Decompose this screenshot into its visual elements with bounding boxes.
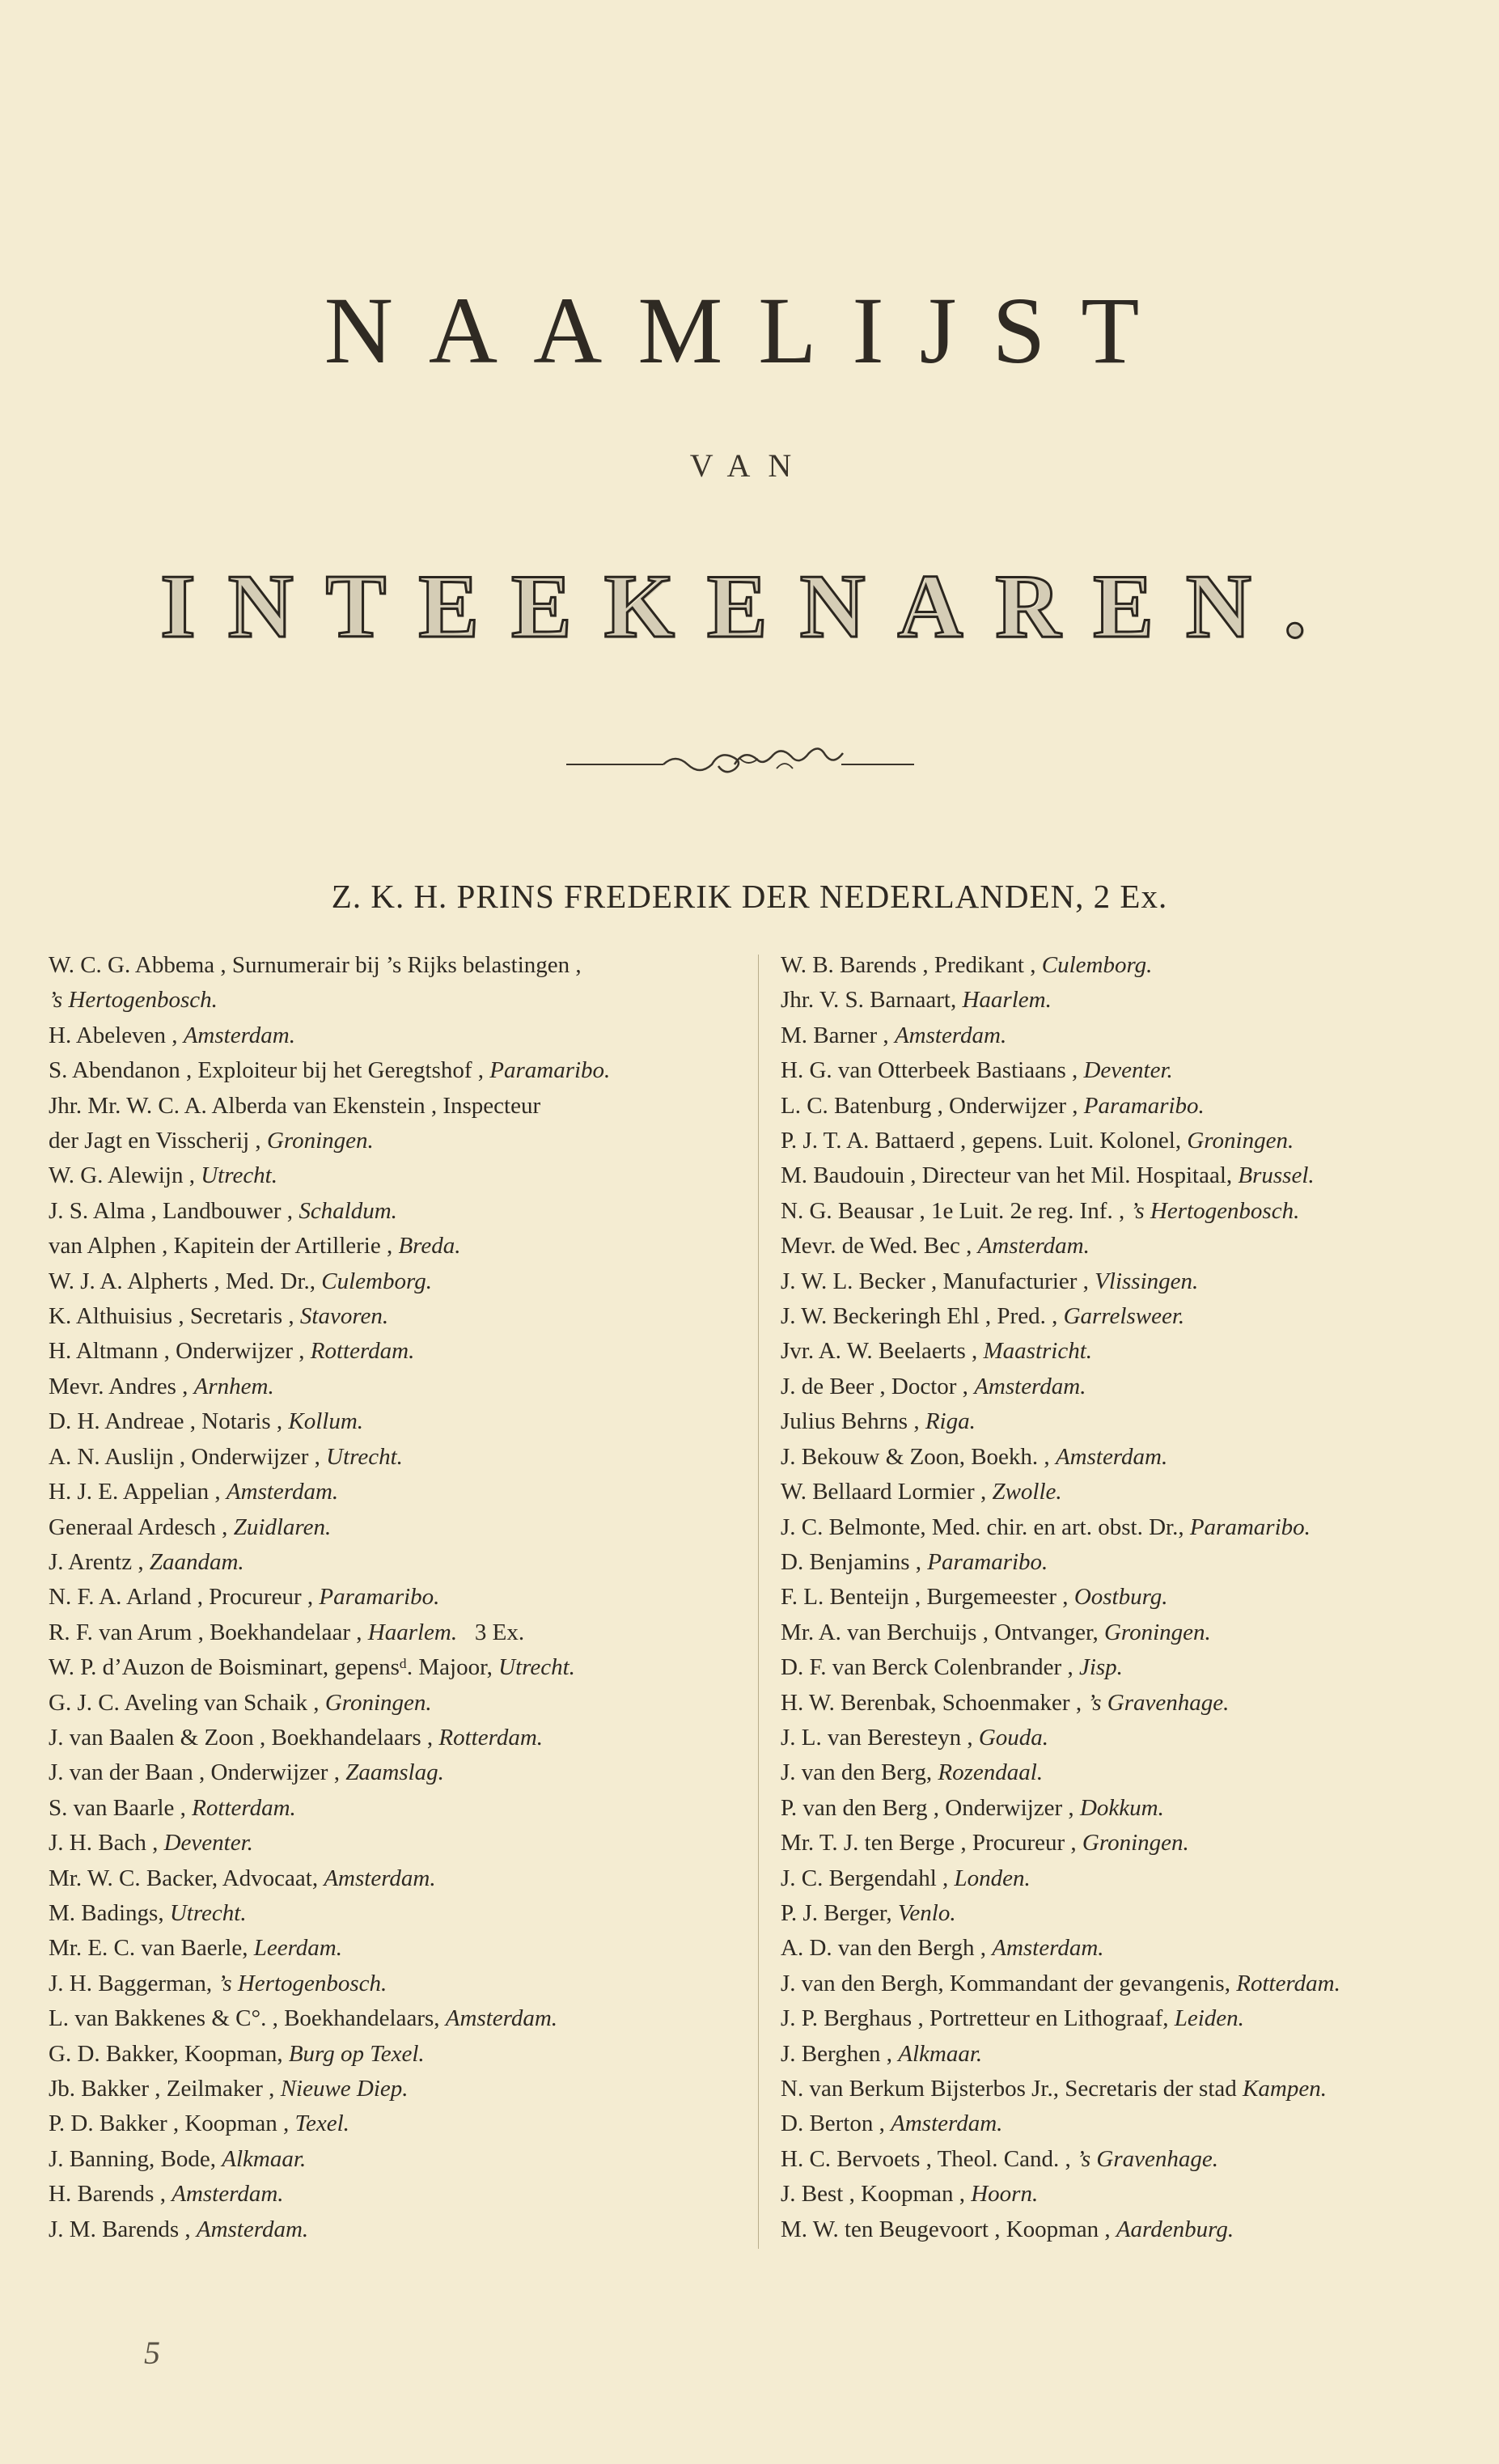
subscriber-name: J. van den Berg, [781, 1759, 938, 1786]
subscriber-entry [49, 948, 744, 983]
subscriber-name: J. W. Beckeringh Ehl , Pred. , [781, 1303, 1064, 1330]
subscriber-name: Jhr. V. S. Barnaart, [781, 987, 963, 1014]
subscriber-name: A. N. Auslijn , Onderwijzer , [49, 1443, 327, 1470]
subscriber-entry [49, 1861, 744, 1896]
subscriber-place: Kampen. [1243, 2076, 1327, 2102]
subscriber-entry [49, 1650, 744, 1685]
subscriber-entry [49, 1089, 744, 1124]
subscriber-entry [49, 2001, 744, 2036]
subscriber-entry [49, 1967, 744, 2001]
subscriber-place: Oostburg. [1073, 1584, 1168, 1611]
subscriber-entry [781, 1053, 1468, 1088]
subscriber-entry [781, 2106, 1468, 2141]
subscriber-entry [781, 1475, 1468, 1509]
subscriber-name: M. Barner , [781, 1022, 895, 1048]
subscriber-name: W. G. Alewijn , [49, 1162, 201, 1189]
subscriber-entry [781, 1229, 1468, 1264]
subscriber-place: Amsterdam. [445, 2005, 558, 2032]
subscriber-place: Gouda. [978, 1724, 1049, 1751]
subscriber-name: H. J. E. Appelian , [49, 1479, 227, 1505]
subscriber-place: Groningen. [1082, 1830, 1189, 1856]
subscriber-entry [781, 1264, 1468, 1299]
subscriber-entry [49, 2037, 744, 2072]
page-title: NAAMLIJST [324, 277, 1175, 383]
subscriber-name: G. D. Bakker, Koopman, [49, 2040, 289, 2067]
subscriber-entry [781, 2037, 1468, 2072]
subscriber-place: Groningen. [1103, 1619, 1211, 1645]
subscriber-name: D. Benjamins , [781, 1548, 928, 1575]
subscriber-name: P. J. T. A. Battaerd , gepens. Luit. Kolonel, [781, 1128, 1188, 1154]
subscriber-place: Paramaribo. [319, 1584, 440, 1611]
subscriber-entry [781, 2212, 1468, 2247]
subscriber-entry [781, 1721, 1468, 1755]
subscriber-entry [781, 1334, 1468, 1369]
subscriber-name: J. Best , Koopman , [781, 2181, 972, 2208]
subscriber-entry [781, 983, 1468, 1018]
subscriber-name: Mr. W. C. Backer, Advocaat, [49, 1865, 324, 1891]
subscriber-entry [781, 1931, 1468, 1966]
subscriber-place: Paramaribo. [1189, 1514, 1311, 1540]
subscriber-name: W. P. d’Auzon de Boisminart, gepensᵈ. Majoor, [49, 1654, 499, 1681]
subscriber-entry [49, 1580, 744, 1615]
subscriber-place: Paramaribo. [1083, 1092, 1205, 1119]
subscriber-place: Nieuwe Diep. [280, 2076, 409, 2102]
subscriber-name: D. Berton , [781, 2110, 891, 2137]
subscriber-place: ’s Hertogenbosch. [49, 987, 218, 1014]
subscriber-name: N. G. Beausar , 1e Luit. 2e reg. Inf. , [781, 1197, 1131, 1224]
subscriber-entry [781, 1299, 1468, 1334]
title-van: VAN [689, 447, 810, 484]
subscriber-entry [781, 1370, 1468, 1404]
subscriber-place: Amsterdam. [992, 1935, 1104, 1962]
subscriber-name: J. Berghen , [781, 2040, 899, 2067]
subscriber-place: Paramaribo. [489, 1057, 611, 1084]
subscriber-place: Dokkum. [1079, 1794, 1164, 1821]
subscriber-entry [49, 1124, 744, 1158]
subscriber-place: Rozendaal. [938, 1759, 1044, 1786]
subscriber-name: J. van Baalen & Zoon , Boekhandelaars , [49, 1724, 439, 1751]
subscriber-place: Vlissingen. [1095, 1268, 1199, 1294]
subscriber-place: Zuidlaren. [233, 1514, 332, 1540]
subscriber-place: Utrecht. [201, 1162, 277, 1189]
subscriber-entry [49, 1615, 744, 1650]
subscriber-name: Mr. E. C. van Baerle, [49, 1935, 254, 1962]
subscriber-name: K. Althuisius , Secretaris , [49, 1303, 300, 1330]
subscriber-place: Amsterdam. [974, 1373, 1086, 1399]
subscriber-entry [781, 2001, 1468, 2036]
subscriber-entry [49, 2177, 744, 2212]
subscriber-name: J. H. Bach , [49, 1830, 164, 1856]
subscriber-name: M. Badings, [49, 1899, 170, 1926]
subscriber-place: Venlo. [897, 1899, 956, 1926]
subtitle-inteekenaren: INTEEKENAREN. [160, 557, 1339, 657]
subscriber-name: Mevr. de Wed. Bec , [781, 1233, 978, 1260]
subscriber-place: Deventer. [1083, 1057, 1173, 1084]
subscriber-name: N. van Berkum Bijsterbos Jr., Secretaris der stad [781, 2076, 1243, 2102]
subscriber-name: J. Arentz , [49, 1548, 150, 1575]
subscriber-name: J. Banning, Bode, [49, 2145, 222, 2172]
subscriber-place: Haarlem. [367, 1619, 458, 1645]
subscriber-entry [781, 1686, 1468, 1721]
subscriber-entry [781, 2142, 1468, 2177]
subscriber-name: J. H. Baggerman, [49, 1970, 218, 1996]
subscriber-entry [49, 1018, 744, 1053]
subscriber-entry [49, 1299, 744, 1334]
subscriber-place: Rotterdam. [310, 1338, 415, 1365]
subscriber-name: Mr. T. J. ten Berge , Procureur , [781, 1830, 1082, 1856]
subscriber-entry [49, 1264, 744, 1299]
subscriber-entry [781, 1194, 1468, 1229]
subscriber-name: J. L. van Beresteyn , [781, 1724, 979, 1751]
subscriber-name: N. F. A. Arland , Procureur , [49, 1584, 320, 1611]
subscriber-name: Generaal Ardesch , [49, 1514, 234, 1540]
subscriber-entry [781, 1615, 1468, 1650]
subscriber-place: Amsterdam. [977, 1233, 1090, 1260]
subscriber-place: Schaldum. [299, 1197, 397, 1224]
subscriber-entry [49, 1334, 744, 1369]
subscriber-place: ’s Hertogenbosch. [218, 1970, 387, 1996]
subscriber-name: Mevr. Andres , [49, 1373, 194, 1399]
subscriber-entry [781, 1896, 1468, 1931]
subscriber-place: Kollum. [288, 1408, 364, 1435]
subscriber-name: J. van den Bergh, Kommandant der gevangenis, [781, 1970, 1237, 1996]
subscriber-name: P. van den Berg , Onderwijzer , [781, 1794, 1080, 1821]
subscriber-entry [49, 2106, 744, 2141]
subscriber-place: Utrecht. [169, 1899, 247, 1926]
subscriber-entry [49, 1053, 744, 1088]
subscriber-entry [49, 983, 744, 1018]
subscriber-entry [49, 1686, 744, 1721]
subscriber-name: J. van der Baan , Onderwijzer , [49, 1759, 346, 1786]
subscriber-name: M. W. ten Beugevoort , Koopman , [781, 2216, 1116, 2242]
subscriber-entry [49, 1404, 744, 1439]
subscriber-place: Hoorn. [971, 2181, 1039, 2208]
subscriber-entry [781, 2177, 1468, 2212]
subscriber-place: Alkmaar. [898, 2040, 983, 2067]
subscriber-name: S. Abendanon , Exploiteur bij het Geregtshof , [49, 1057, 490, 1084]
subscriber-entry [49, 1826, 744, 1861]
subscriber-place: Deventer. [163, 1830, 253, 1856]
subscriber-place: Breda. [398, 1233, 461, 1260]
subscriber-place: Zaandam. [149, 1548, 244, 1575]
subscriber-place: Brussel. [1238, 1162, 1315, 1189]
subscriber-entry [781, 948, 1468, 983]
subscriber-name: H. Altmann , Onderwijzer , [49, 1338, 311, 1365]
subscriber-place: Aardenburg. [1116, 2216, 1234, 2242]
subscriber-entry [49, 2142, 744, 2177]
subscriber-name: H. G. van Otterbeek Bastiaans , [781, 1057, 1084, 1084]
subscriber-entry [781, 1967, 1468, 2001]
subscriber-place: Utrecht. [498, 1654, 575, 1681]
subscriber-name: Jhr. Mr. W. C. A. Alberda van Ekenstein , Inspecteur [49, 1092, 541, 1119]
subscriber-entry [781, 1545, 1468, 1580]
subscriber-entry [49, 1721, 744, 1755]
subscriber-name: W. C. G. Abbema , Surnumerair bij ’s Rijks belastingen , [49, 952, 582, 978]
subscriber-entry [49, 1194, 744, 1229]
subscriber-name: J. P. Berghaus , Portretteur en Lithograaf, [781, 2005, 1175, 2032]
subscriber-name: D. H. Andreae , Notaris , [49, 1408, 289, 1435]
subscriber-place: Amsterdam. [226, 1479, 339, 1505]
subscriber-entry [49, 1931, 744, 1966]
subscriber-list-right [781, 948, 1468, 2247]
ornament-divider-icon [566, 744, 914, 785]
subscriber-name: H. Abeleven , [49, 1022, 184, 1048]
subscriber-entry [781, 1018, 1468, 1053]
subscriber-place: Leerdam. [253, 1935, 342, 1962]
subscriber-name: van Alphen , Kapitein der Artillerie , [49, 1233, 399, 1260]
subscriber-name: S. van Baarle , [49, 1794, 193, 1821]
subscriber-name: Jb. Bakker , Zeilmaker , [49, 2076, 281, 2102]
subscriber-entry [49, 1475, 744, 1509]
subscriber-place: Groningen. [266, 1128, 374, 1154]
subscriber-entry [49, 1510, 744, 1545]
subscriber-place: Groningen. [1187, 1128, 1294, 1154]
subscriber-place: Zaamslag. [345, 1759, 444, 1786]
subscriber-entry [781, 1158, 1468, 1193]
subscriber-name: A. D. van den Bergh , [781, 1935, 993, 1962]
subscriber-name: H. C. Bervoets , Theol. Cand. , [781, 2145, 1077, 2172]
subscriber-name: R. F. van Arum , Boekhandelaar , [49, 1619, 368, 1645]
subscriber-entry [49, 1158, 744, 1193]
subscriber-name: M. Baudouin , Directeur van het Mil. Hospitaal, [781, 1162, 1239, 1189]
subscriber-place: Stavoren. [299, 1303, 389, 1330]
subscriber-entry [781, 1861, 1468, 1896]
subscriber-place: Riga. [925, 1408, 976, 1435]
subscriber-place: Amsterdam. [183, 1022, 295, 1048]
subscriber-name: P. D. Bakker , Koopman , [49, 2110, 295, 2137]
subscriber-place: ’s Gravenhage. [1076, 2145, 1219, 2172]
subscriber-name: L. C. Batenburg , Onderwijzer , [781, 1092, 1084, 1119]
subscriber-name: H. Barends , [49, 2181, 172, 2208]
subscriber-place: Amsterdam. [324, 1865, 436, 1891]
subscriber-place: Culemborg. [321, 1268, 432, 1294]
subscriber-place: Texel. [294, 2110, 349, 2137]
subscriber-entry [781, 1440, 1468, 1475]
subscriber-entry [781, 2072, 1468, 2106]
subscriber-name: Julius Behrns , [781, 1408, 925, 1435]
subscriber-entry [781, 1826, 1468, 1861]
subscriber-place: Burg op Texel. [288, 2040, 425, 2067]
subscriber-entry [49, 1545, 744, 1580]
subscriber-entry [49, 1440, 744, 1475]
subscriber-place: Rotterdam. [1236, 1970, 1340, 1996]
subscriber-name: Jvr. A. W. Beelaerts , [781, 1338, 984, 1365]
subscriber-entry [781, 1124, 1468, 1158]
subscriber-name: H. W. Berenbak, Schoenmaker , [781, 1689, 1088, 1716]
subscriber-place: Groningen. [324, 1689, 432, 1716]
subscriber-entry [781, 1089, 1468, 1124]
subscriber-name: L. van Bakkenes & C°. , Boekhandelaars, [49, 2005, 446, 2032]
subscriber-name: D. F. van Berck Colenbrander , [781, 1654, 1079, 1681]
subscriber-name: J. M. Barends , [49, 2216, 197, 2242]
subscriber-entry [781, 1755, 1468, 1790]
subscriber-place: Maastricht. [983, 1338, 1093, 1365]
subscriber-name: P. J. Berger, [781, 1899, 898, 1926]
subscriber-entry [49, 1755, 744, 1790]
subscriber-name: Mr. A. van Berchuijs , Ontvanger, [781, 1619, 1104, 1645]
subscriber-name: der Jagt en Visscherij , [49, 1128, 267, 1154]
subscriber-place: Rotterdam. [192, 1794, 296, 1821]
subscriber-entry [781, 1404, 1468, 1439]
subscriber-place: Amsterdam. [171, 2181, 284, 2208]
subscriber-name: W. Bellaard Lormier , [781, 1479, 993, 1505]
subscriber-copies: 3 Ex. [457, 1619, 525, 1645]
subscriber-entry [49, 1896, 744, 1931]
subscriber-place: Londen. [954, 1865, 1031, 1891]
subscriber-name: J. C. Belmonte, Med. chir. en art. obst. Dr., [781, 1514, 1190, 1540]
subscriber-place: Zwolle. [992, 1479, 1062, 1505]
subscriber-place: Jisp. [1078, 1654, 1123, 1681]
subscriber-name: J. W. L. Becker , Manufacturier , [781, 1268, 1095, 1294]
subscriber-place: ’s Hertogenbosch. [1130, 1197, 1300, 1224]
subscriber-name: J. Bekouw & Zoon, Boekh. , [781, 1443, 1056, 1470]
subscriber-place: Amsterdam. [894, 1022, 1007, 1048]
subscriber-entry [781, 1650, 1468, 1685]
subscriber-entry [781, 1791, 1468, 1826]
subscriber-place: ’s Gravenhage. [1087, 1689, 1230, 1716]
subscriber-place: Amsterdam. [891, 2110, 1003, 2137]
subscriber-place: Arnhem. [193, 1373, 274, 1399]
subscriber-name: W. B. Barends , Predikant , [781, 952, 1042, 978]
subscriber-name: W. J. A. Alpherts , Med. Dr., [49, 1268, 322, 1294]
folio-mark: 5 [144, 2335, 160, 2371]
subscriber-place: Leiden. [1174, 2005, 1244, 2032]
subscriber-place: Amsterdam. [1055, 1443, 1168, 1470]
subscriber-entry [781, 1510, 1468, 1545]
subscriber-place: Culemborg. [1041, 952, 1153, 978]
royal-subscriber: Z. K. H. PRINS FREDERIK DER NEDERLANDEN, 2 Ex. [331, 878, 1168, 915]
column-divider [758, 955, 759, 2249]
subscriber-name: G. J. C. Aveling van Schaik , [49, 1689, 325, 1716]
subscriber-place: Haarlem. [962, 987, 1052, 1014]
subscriber-entry [49, 1370, 744, 1404]
subscriber-place: Utrecht. [326, 1443, 403, 1470]
subscriber-entry [781, 1580, 1468, 1615]
subscriber-name: J. de Beer , Doctor , [781, 1373, 975, 1399]
subscriber-place: Alkmaar. [222, 2145, 307, 2172]
subscriber-entry [49, 2212, 744, 2247]
subscriber-name: J. C. Bergendahl , [781, 1865, 955, 1891]
subscriber-name: F. L. Benteijn , Burgemeester , [781, 1584, 1074, 1611]
subscriber-place: Paramaribo. [927, 1548, 1048, 1575]
subscriber-entry [49, 1791, 744, 1826]
subscriber-name: J. S. Alma , Landbouwer , [49, 1197, 299, 1224]
subscriber-entry [49, 2072, 744, 2106]
subscriber-place: Amsterdam. [196, 2216, 309, 2242]
subscriber-entry [49, 1229, 744, 1264]
subscriber-list-left [49, 948, 744, 2247]
subscriber-place: Rotterdam. [438, 1724, 544, 1751]
subscriber-place: Garrelsweer. [1063, 1303, 1185, 1330]
